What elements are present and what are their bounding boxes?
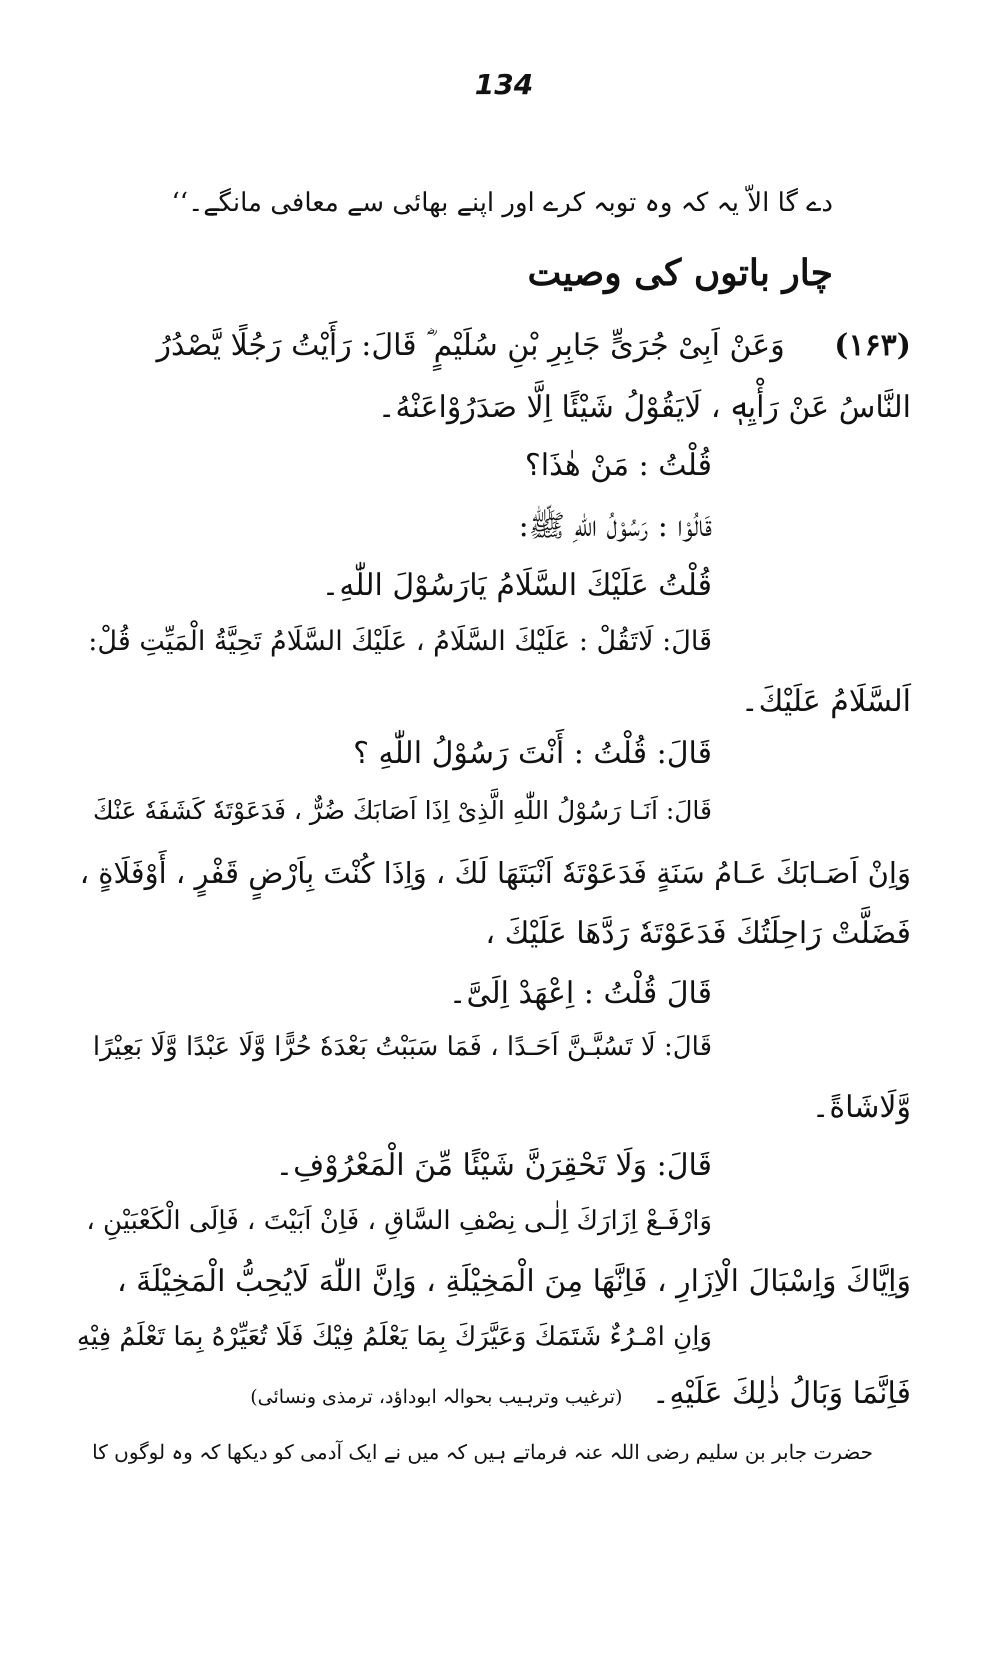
- section-heading: چار باتوں کی وصیت: [527, 252, 833, 294]
- arabic-line: النَّاسُ عَنْ رَأْیِهٖ ، لَایَقُوْلُ شَیْئًا اِلَّا صَدَرُوْاعَنْهُ۔: [377, 390, 911, 425]
- arabic-line: وَاِنْ اَصَـابَكَ عَـامُ سَنَةٍ فَدَعَوْتَهٗ اَنْبَتَهَا لَكَ ، وَاِذَا كُنْتَ بِاَرْضٍ قَفْرٍ ، أَوْفَلَاةٍ ،: [79, 856, 911, 890]
- arabic-line: وَعَنْ اَبِیْ جُرَیٍّ جَابِرِ بْنِ سُلَیْمٍ ؓ قَالَ: رَأَیْتُ رَجُلًا یَّصْدُرُ: [156, 328, 785, 363]
- reference-citation: (ترغیب وترہیب بحوالہ ابوداؤد، ترمذی ونسائی): [250, 1386, 623, 1408]
- intro-urdu-line: دے گا الاّ یہ کہ وہ توبہ کرے اور اپنے بھائی سے معافی مانگے۔‘‘: [171, 188, 833, 218]
- arabic-line: قَالَ: لَا تَسُبَّـنَّ اَحَـدًا ، فَمَا سَبَبْتُ بَعْدَهٗ حُرًّا وَّلَا عَبْدًا وَّلَا بَعِیْرًا: [92, 1032, 712, 1062]
- hadith-first-line: [80, 328, 911, 363]
- arabic-line: قُلْتُ : مَنْ هٰذَا؟: [524, 448, 712, 483]
- page-number: 134: [474, 68, 534, 101]
- arabic-line: قَالَ: قُلْتُ : أَنْتَ رَسُوْلُ اللّٰهِ ؟: [353, 736, 712, 771]
- arabic-line: قُلْتُ عَلَیْكَ السَّلَامُ یَارَسُوْلَ اللّٰهِ۔: [321, 568, 712, 603]
- arabic-line: وَارْفَـعْ اِزَارَكَ اِلٰـى نِصْفِ السَّاقِ ، فَاِنْ اَبَیْتَ ، فَاِلَى الْكَعْبَیْنِ ،: [86, 1206, 712, 1236]
- translation-urdu-line: حضرت جابر بن سلیم رضی اللہ عنہ فرماتے ہیں کہ میں نے ایک آدمی کو دیکھا کہ وہ لوگوں کا: [92, 1440, 873, 1464]
- arabic-line: قَالَ: وَلَا تَحْقِرَنَّ شَیْئًا مِّنَ الْمَعْرُوْفِ۔: [275, 1148, 712, 1183]
- hadith-number: (۱۶۳): [834, 328, 911, 363]
- hadith-last-line: [250, 1376, 911, 1411]
- arabic-line: فَضَلَّتْ رَاحِلَتُكَ فَدَعَوْتَهٗ رَدَّهَا عَلَیْكَ ،: [485, 916, 911, 951]
- arabic-line: قَالَ: لَاتَقُلْ : عَلَیْكَ السَّلَامُ ، عَلَیْكَ السَّلَامُ تَحِیَّةُ الْمَیِّتِ قُلْ:: [88, 626, 712, 657]
- arabic-line: قَالَ قُلْتُ : اِعْهَدْ اِلَیَّ۔: [448, 976, 712, 1011]
- arabic-line: وَاِیَّاكَ وَاِسْبَالَ الْاِزَارِ ، فَاِنَّهَا مِنَ الْمَخِیْلَةِ ، وَاِنَّ اللّٰهَ لَایُحِبُّ الْمَخِیْلَةَ ،: [116, 1264, 911, 1299]
- arabic-line: وَاِنِ امْـرُءٌ شَتَمَكَ وَعَیَّرَكَ بِمَا یَعْلَمُ فِیْكَ فَلَا تُعَیِّرْهُ بِمَا تَعْلَمُ فِیْهِ: [76, 1322, 712, 1352]
- arabic-line: وَّلَاشَاةً۔: [811, 1090, 911, 1125]
- arabic-line: اَلسَّلَامُ عَلَیْكَ۔: [741, 684, 911, 719]
- arabic-line: قَالَ: اَنَـا رَسُوْلُ اللّٰهِ الَّذِیْ اِذَا اَصَابَكَ ضُرٌّ ، فَدَعَوْتَهٗ كَشَفَهٗ عَنْكَ: [93, 796, 712, 825]
- arabic-line: قَالُوْا : رَسُوْلُ اللّٰهِ ﷺ:: [518, 509, 712, 544]
- arabic-line: فَاِنَّمَا وَبَالُ ذٰلِكَ عَلَیْهِ۔: [651, 1376, 911, 1411]
